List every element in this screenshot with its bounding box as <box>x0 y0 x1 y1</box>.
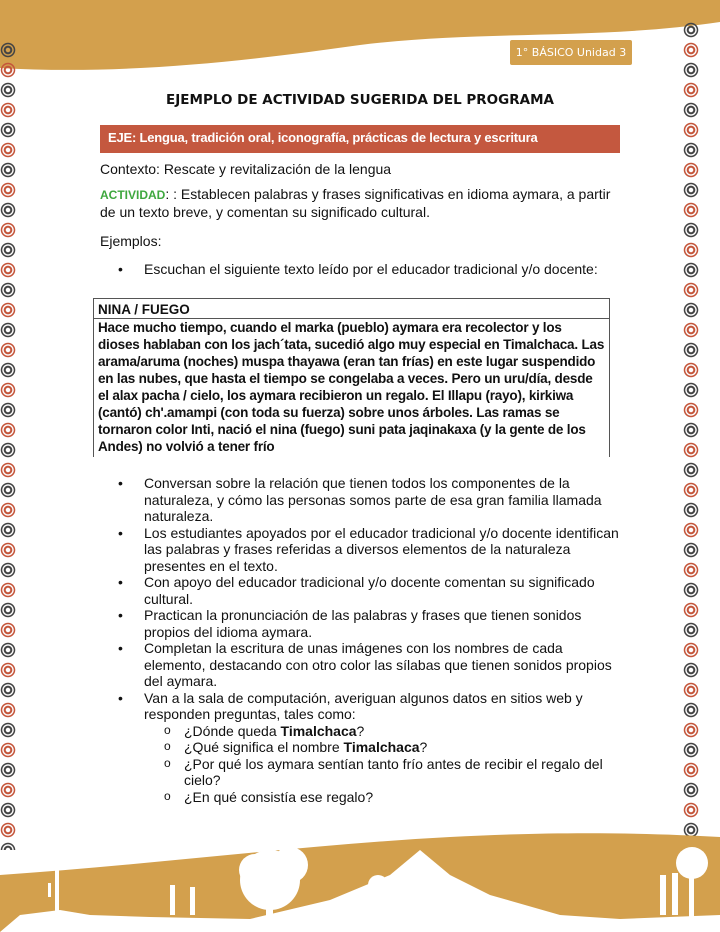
list-item: • Practican la pronunciación de las palabras y frases que tienen sonidos propios del idioma aymara. <box>100 607 620 640</box>
question-text: ¿Por qué los aymara sentían tanto frío antes de recibir el regalo del cielo? <box>184 755 603 788</box>
actividad-label: ACTIVIDAD <box>100 188 166 202</box>
question-item <box>100 756 620 789</box>
story-title: NINA / FUEGO <box>94 299 609 319</box>
ejemplos-heading: Ejemplos: <box>100 233 162 249</box>
question-text: ¿Dónde queda <box>184 722 281 739</box>
question-item <box>100 739 620 756</box>
list-item: • Van a la sala de computación, averiguan algunos datos en sitios web y responden preguntas, tales como: <box>100 690 620 723</box>
footer-landscape <box>0 815 720 932</box>
page-title: EJEMPLO DE ACTIVIDAD SUGERIDA DEL PROGRAMA <box>166 92 554 108</box>
list-item: • Conversan sobre la relación que tienen todos los componentes de la naturaleza, y cómo las personas somos parte de esa gran familia llamada naturaleza. <box>100 475 620 525</box>
left-pattern-border <box>0 40 16 850</box>
actividad-paragraph <box>100 186 620 221</box>
question-end: ? <box>419 739 428 755</box>
question-bold: Timalchaca <box>343 739 420 755</box>
actividad-text: : : Establecen palabras y frases significativas en idioma aymara, a partir de un texto breve, y comentan su significado cultural. <box>100 186 611 220</box>
list-item: • Los estudiantes apoyados por el educador tradicional y/o docente identifican las palabras y frases referidas a diversos elementos de la naturaleza presentes en el texto. <box>100 525 620 575</box>
list-item: • Con apoyo del educador tradicional y/o docente comentan su significado cultural. <box>100 574 620 607</box>
question-item <box>100 789 620 806</box>
question-item <box>100 723 620 740</box>
intro-list <box>100 261 620 278</box>
list-item: • Completan la escritura de unas imágenes con los nombres de cada elemento, destacando con otro color las sílabas que tienen sonidos propios del aymara. <box>100 640 620 690</box>
story-text: Hace mucho tiempo, cuando el marka (pueblo) aymara era recolector y los dioses hablaban con los jach´tata, sucedió algo muy especial en Timalchaca. Las arama/aruma (noches) muspa thayawa (eran tan frías) en este lugar suspendido en las nubes, que hasta el tiempo se congelaba a veces. Pero un uru/día, desde el alax pacha / cielo, los aymara recibieron un regalo. El Illapu (rayo), kirkiwa (cantó) ch'.amampi (con toda su fuerza) sobre unos árboles. Las ramas se tornaron color Inti, nació el nina (fuego) suni pata jaqinakaxa (y la gente de los Andes) no volvió a tener frío <box>98 320 605 454</box>
intro-bullet: • Escuchan el siguiente texto leído por el educador tradicional y/o docente: <box>100 261 620 278</box>
contexto-text: Contexto: Rescate y revitalización de la lengua <box>100 161 392 177</box>
eje-banner: EJE: Lengua, tradición oral, iconografía, prácticas de lectura y escritura <box>100 125 620 153</box>
grade-unit-badge: 1° BÁSICO Unidad 3 <box>510 40 632 65</box>
question-text: ¿En qué consistía ese regalo? <box>184 788 374 805</box>
right-pattern-border <box>683 20 699 850</box>
question-end: ? <box>356 722 365 739</box>
activity-list <box>100 475 620 805</box>
question-text: ¿Qué significa el nombre <box>184 739 344 755</box>
story-box <box>93 298 610 457</box>
question-bold: Timalchaca <box>280 722 357 739</box>
